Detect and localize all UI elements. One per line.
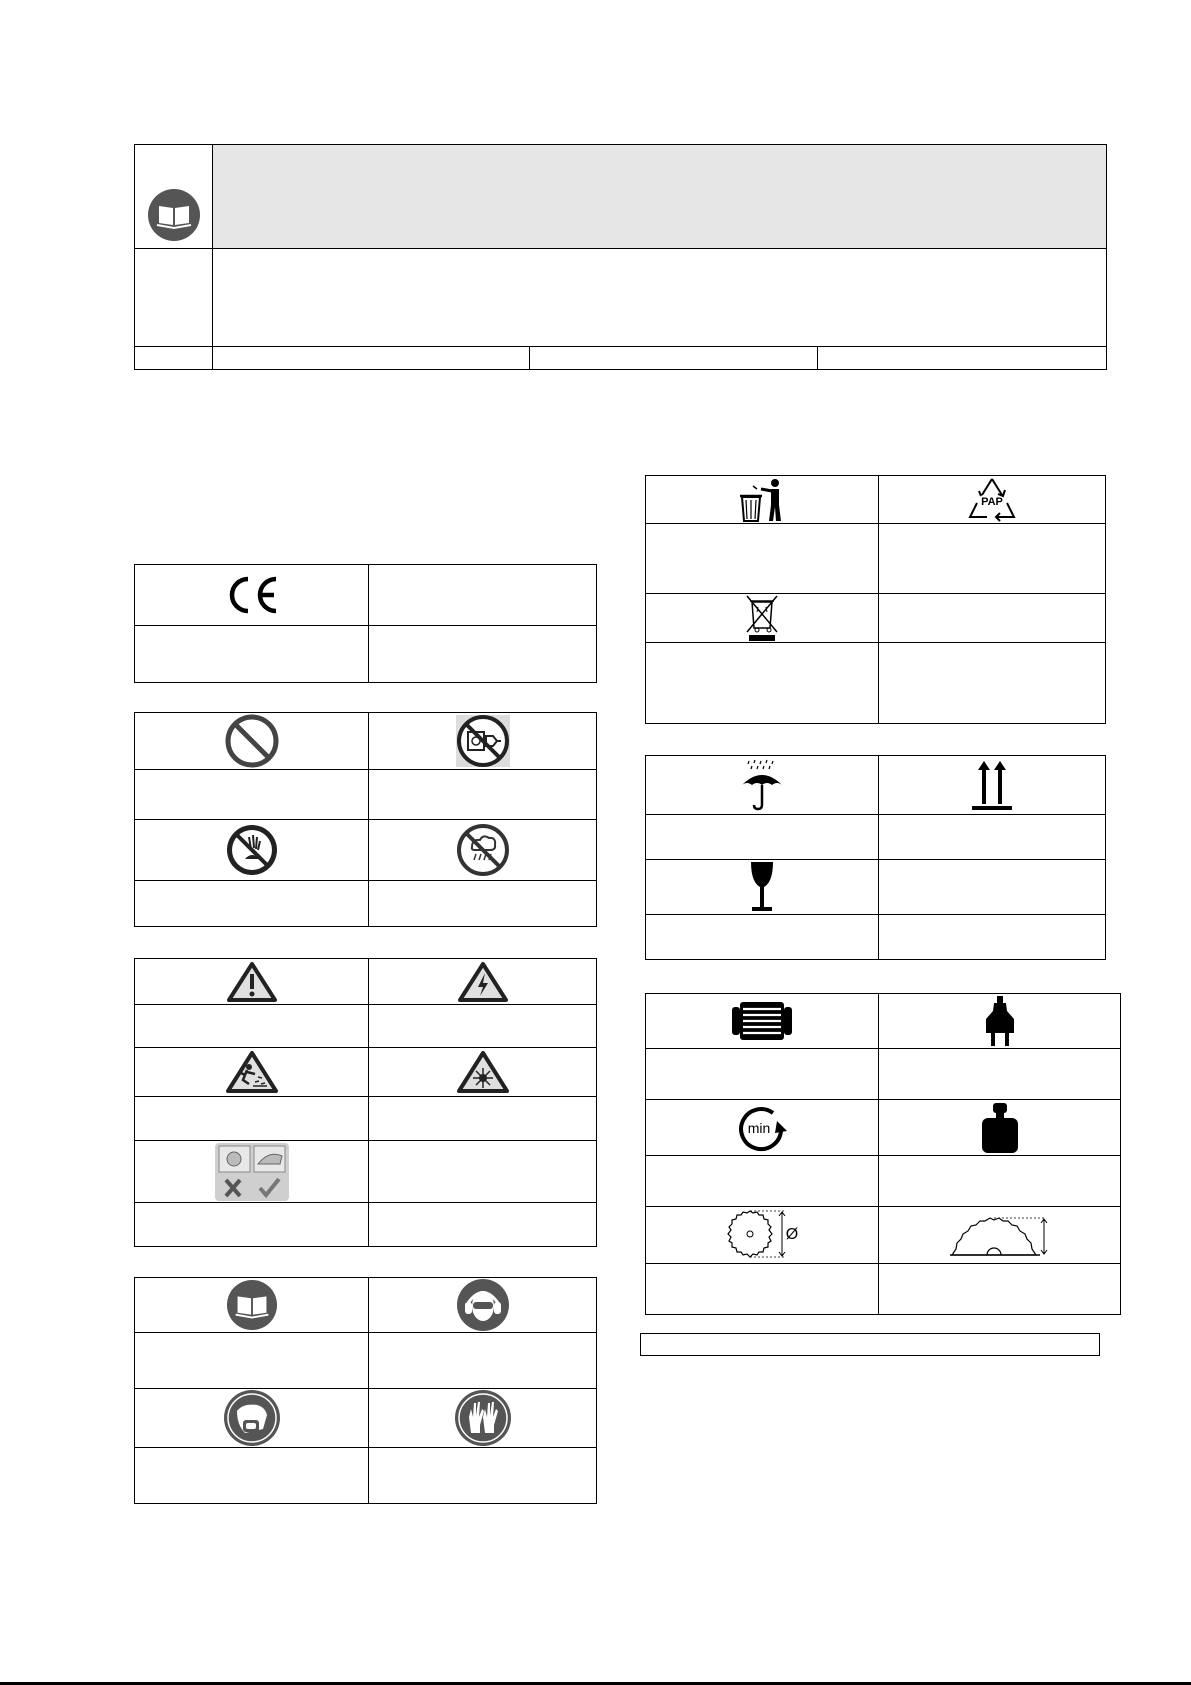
power-plug-icon [983, 995, 1017, 1047]
prohibition-table [134, 712, 597, 927]
warning-caption [369, 1141, 597, 1203]
specs-caption [879, 1156, 1121, 1207]
conformity-table [134, 564, 597, 683]
no-plug-icon [455, 714, 511, 768]
pap-recycling-icon [967, 477, 1017, 523]
specs-caption [879, 1264, 1121, 1315]
packaging-caption [646, 815, 879, 860]
sawdust-handling-icon [214, 1142, 290, 1202]
rpm-min-label: min [747, 1119, 771, 1136]
disposal-caption [646, 524, 879, 594]
weee-bin-icon [744, 594, 780, 642]
disposal-caption [879, 643, 1106, 724]
ppe-caption [369, 1333, 597, 1389]
prohibition-caption [369, 770, 597, 820]
general-warning-icon [226, 961, 278, 1003]
warning-caption [369, 1203, 597, 1247]
hearing-eye-protection-icon [456, 1278, 510, 1332]
specs-caption [646, 1049, 879, 1100]
ppe-table [134, 1277, 597, 1504]
prohibition-icon [225, 714, 279, 768]
disposal-caption [879, 594, 1106, 643]
header-footer-cell [135, 347, 213, 370]
this-way-up-icon [969, 758, 1015, 812]
rpm-min-icon [733, 1103, 791, 1153]
laser-warning-icon [456, 1050, 510, 1094]
ppe-caption [135, 1333, 369, 1389]
packaging-caption [879, 860, 1106, 915]
tidy-man-bin-icon [739, 477, 785, 523]
no-hand-contact-icon [225, 823, 279, 877]
warning-caption [135, 1097, 369, 1141]
electric-hazard-icon [457, 961, 509, 1003]
header-footer-cell [818, 347, 1107, 370]
specs-table [645, 993, 1121, 1315]
no-rain-icon [456, 823, 510, 877]
read-manual-icon [147, 188, 201, 242]
header-secondary-text [213, 249, 1107, 347]
warning-caption [135, 1005, 369, 1048]
warning-caption [369, 1097, 597, 1141]
header-main-text [213, 145, 1107, 249]
prohibition-caption [369, 881, 597, 927]
disposal-caption [879, 524, 1106, 594]
specs-caption [646, 1264, 879, 1315]
warning-table [134, 958, 597, 1247]
packaging-caption [879, 815, 1106, 860]
prohibition-caption [135, 770, 369, 820]
disposal-table [645, 475, 1106, 724]
motor-icon [731, 1001, 793, 1041]
weight-icon [980, 1102, 1020, 1154]
ce-caption [369, 565, 597, 626]
read-manual-icon [226, 1279, 278, 1331]
warning-caption [369, 1005, 597, 1048]
packaging-caption [879, 915, 1106, 960]
header-footer-cell [530, 347, 818, 370]
cutting-depth-icon [948, 1209, 1052, 1261]
header-icon-cell [135, 145, 213, 249]
packaging-caption [646, 915, 879, 960]
ce-mark-icon [224, 575, 280, 615]
note-box [640, 1333, 1100, 1356]
ce-detail-left [135, 626, 369, 683]
packaging-table [645, 755, 1106, 960]
header-block [134, 144, 1107, 370]
svg-text:PAP: PAP [981, 495, 1003, 508]
specs-caption [646, 1156, 879, 1207]
disposal-caption [646, 643, 879, 724]
flying-debris-warning-icon [225, 1050, 279, 1094]
ppe-caption [135, 1448, 369, 1504]
fragile-glass-icon [747, 860, 777, 914]
protective-gloves-icon [454, 1389, 512, 1447]
prohibition-caption [135, 881, 369, 927]
ppe-caption [369, 1448, 597, 1504]
ce-detail-right [369, 626, 597, 683]
diameter-symbol: Ø [785, 1226, 799, 1243]
warning-caption [135, 1203, 369, 1247]
keep-dry-icon [739, 759, 785, 811]
dust-mask-icon [223, 1389, 281, 1447]
header-footer-cell [213, 347, 530, 370]
blade-diameter-icon [720, 1207, 804, 1263]
header-secondary-label [135, 249, 213, 347]
specs-caption [879, 1049, 1121, 1100]
